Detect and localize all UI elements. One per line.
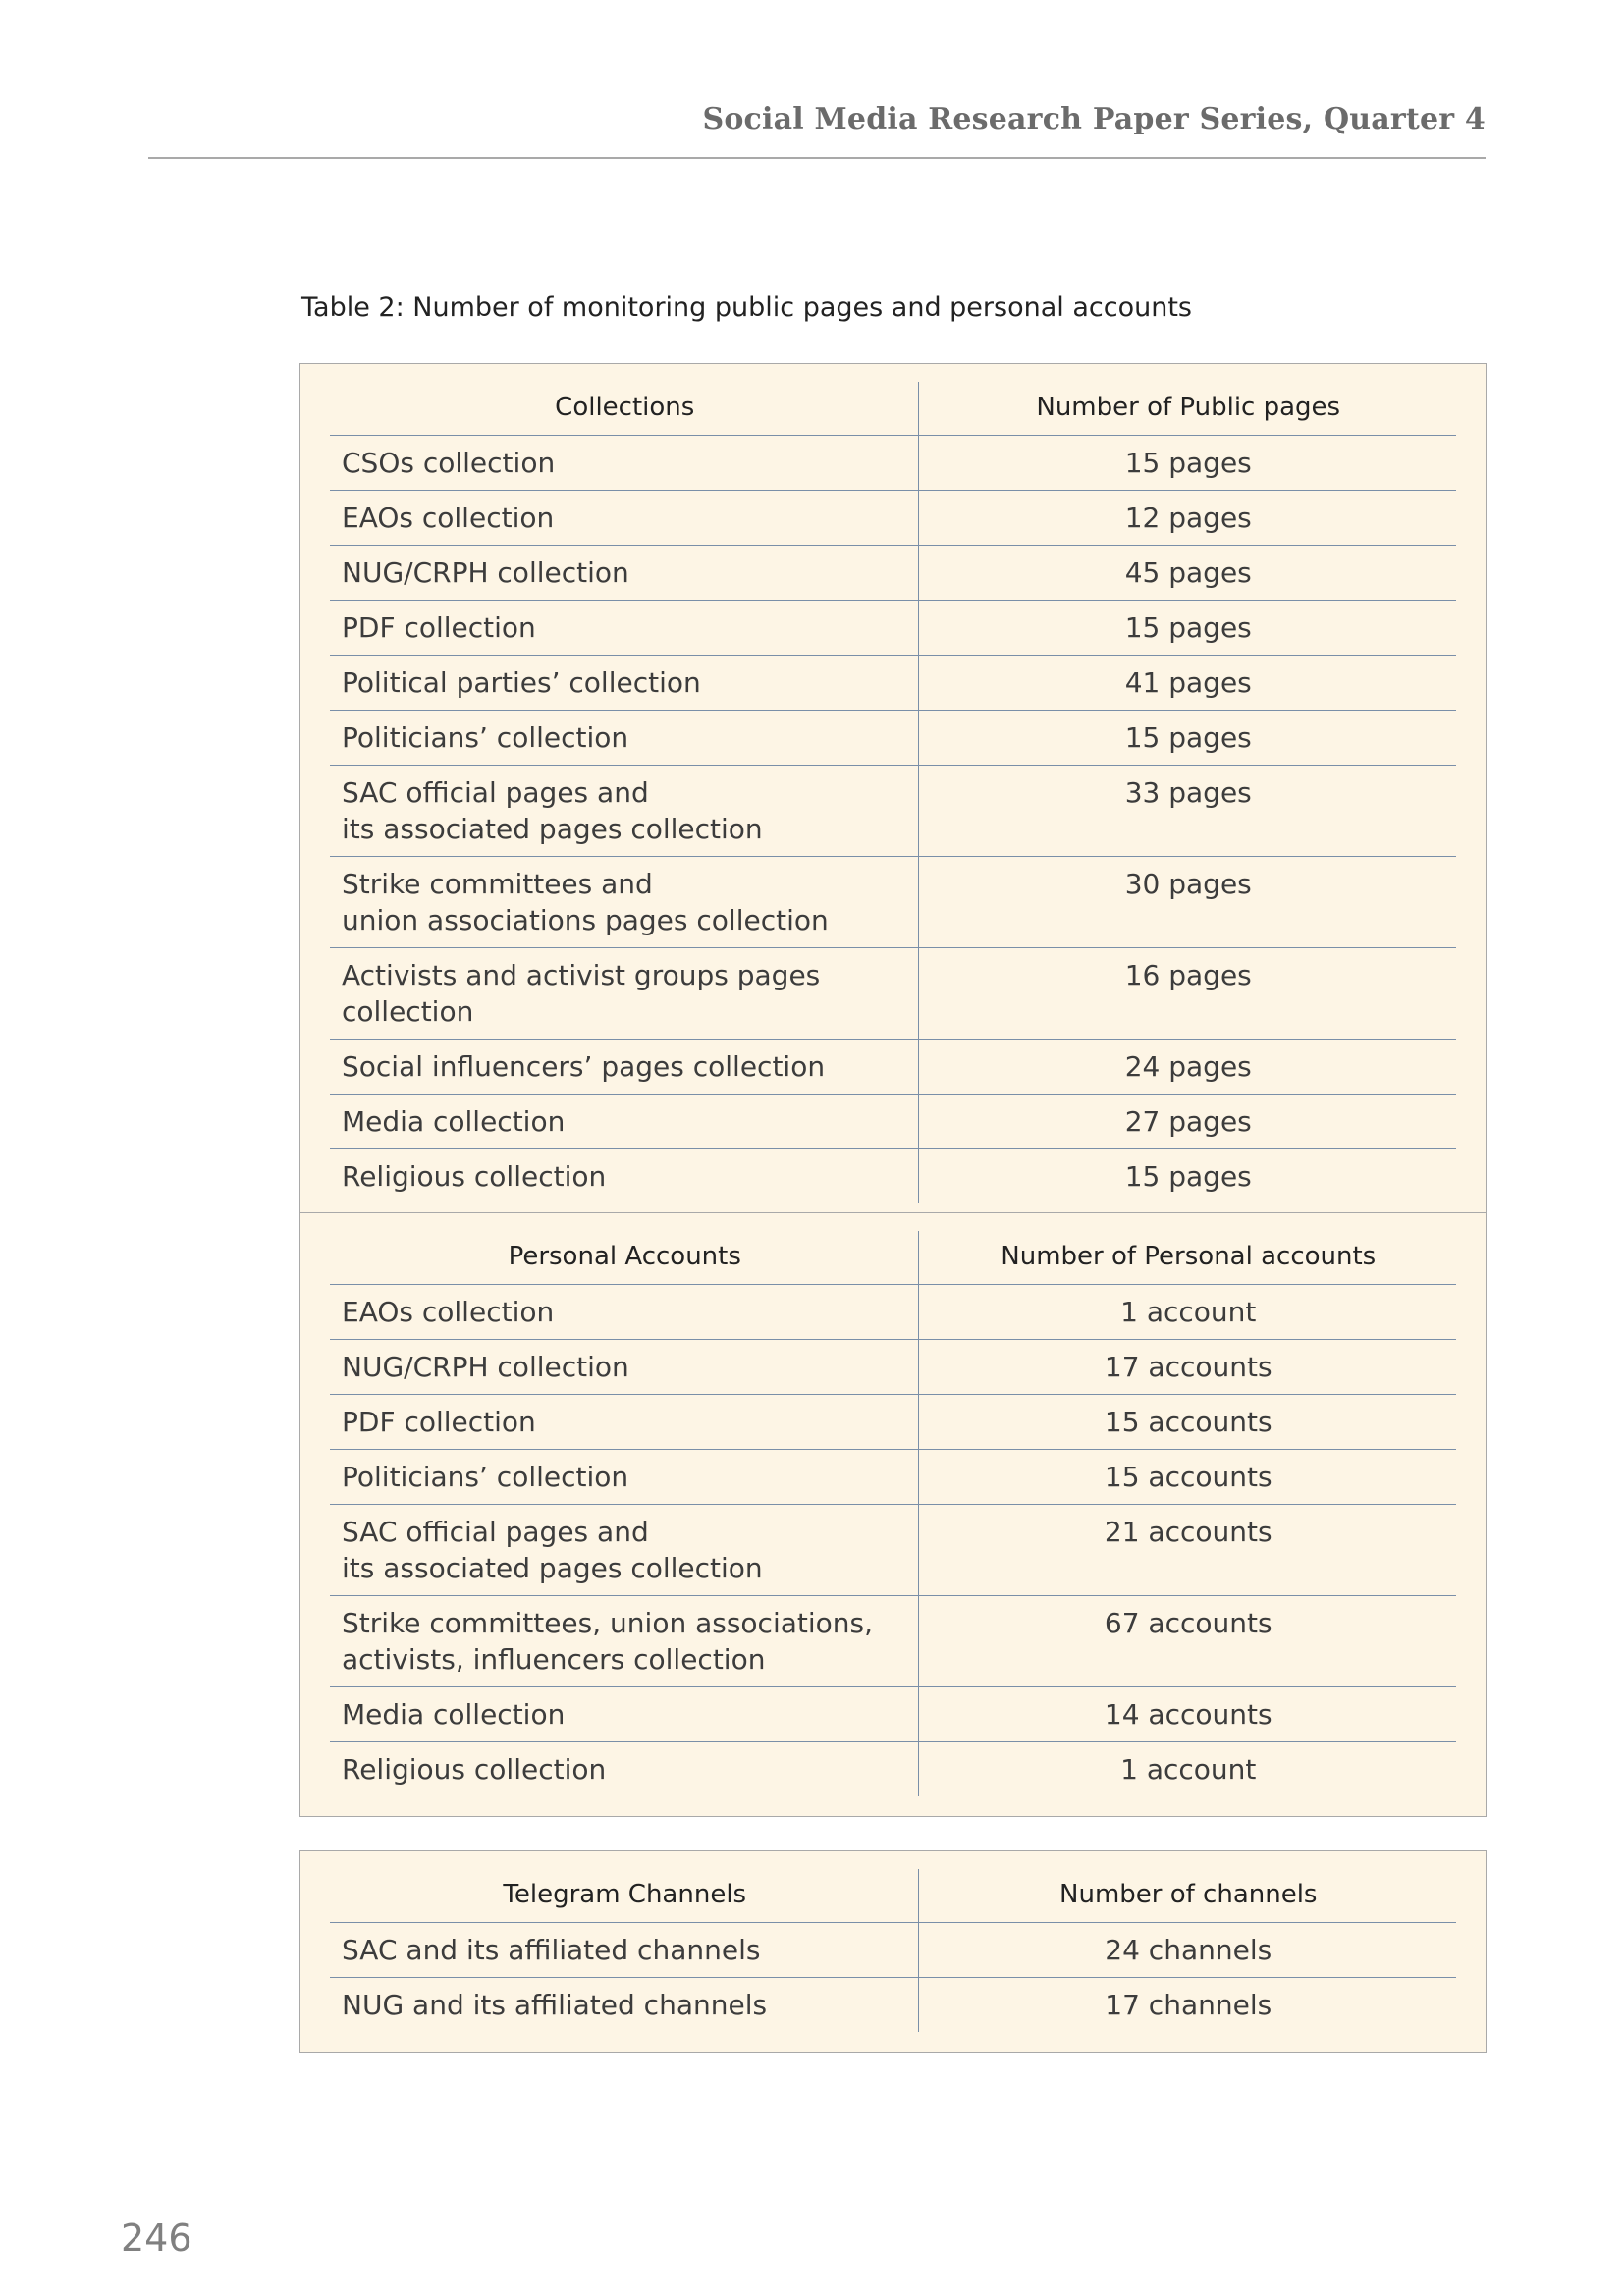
public-pages-row-count: 15 pages xyxy=(918,711,1456,766)
public-pages-row xyxy=(330,546,1456,601)
public-pages-row-count: 30 pages xyxy=(918,857,1456,948)
telegram-channels-row-label: NUG and its affiliated channels xyxy=(330,1978,918,2033)
public-pages-row-label: Religious collection xyxy=(330,1149,918,1204)
public-pages-row-count: 24 pages xyxy=(918,1040,1456,1095)
public-pages-row-label: SAC official pages and its associated pages collection xyxy=(330,766,918,857)
public-pages-body xyxy=(330,382,1456,1203)
public-pages-row-label: Strike committees and union associations pages collection xyxy=(330,857,918,948)
telegram-channels-column-header-count: Number of channels xyxy=(918,1869,1456,1923)
personal-accounts-row xyxy=(330,1687,1456,1742)
personal-accounts-row-count: 1 account xyxy=(918,1285,1456,1340)
personal-accounts-row-label: SAC official pages and its associated pages collection xyxy=(330,1505,918,1596)
personal-accounts-row-count: 1 account xyxy=(918,1742,1456,1797)
personal-accounts-row xyxy=(330,1596,1456,1687)
personal-accounts-row-label: EAOs collection xyxy=(330,1285,918,1340)
public-pages-row xyxy=(330,436,1456,491)
personal-accounts-row-count: 67 accounts xyxy=(918,1596,1456,1687)
telegram-channels-column-header-label: Telegram Channels xyxy=(503,1880,747,1909)
telegram-channels-table xyxy=(330,1869,1456,2032)
public-pages-row xyxy=(330,948,1456,1040)
telegram-channels-panel xyxy=(299,1850,1487,2053)
public-pages-row xyxy=(330,601,1456,656)
public-pages-column-header-label: Collections xyxy=(555,393,695,422)
public-pages-row-count: 15 pages xyxy=(918,601,1456,656)
personal-accounts-row xyxy=(330,1285,1456,1340)
personal-accounts-row-label: Politicians’ collection xyxy=(330,1450,918,1505)
public-pages-row-label: Social influencers’ pages collection xyxy=(330,1040,918,1095)
personal-accounts-header-row xyxy=(330,1231,1456,1285)
personal-accounts-row-count: 15 accounts xyxy=(918,1395,1456,1450)
personal-accounts-row xyxy=(330,1395,1456,1450)
running-header-title: Social Media Research Paper Series, Quarter 4 xyxy=(702,102,1486,136)
public-pages-row xyxy=(330,491,1456,546)
public-pages-row-label: Political parties’ collection xyxy=(330,656,918,711)
public-pages-row xyxy=(330,656,1456,711)
public-pages-row xyxy=(330,1095,1456,1149)
running-header xyxy=(148,98,1486,159)
telegram-channels-header-row xyxy=(330,1869,1456,1923)
public-pages-row-count: 15 pages xyxy=(918,436,1456,491)
public-pages-row-label: Media collection xyxy=(330,1095,918,1149)
personal-accounts-row xyxy=(330,1450,1456,1505)
public-pages-row-label: CSOs collection xyxy=(330,436,918,491)
public-pages-row-label: NUG/CRPH collection xyxy=(330,546,918,601)
public-pages-row-label: PDF collection xyxy=(330,601,918,656)
personal-accounts-row-label: Strike committees, union associations, activists, influencers collection xyxy=(330,1596,918,1687)
telegram-channels-row xyxy=(330,1978,1456,2033)
public-pages-row-count: 33 pages xyxy=(918,766,1456,857)
page-number: 246 xyxy=(121,2216,192,2260)
personal-accounts-body xyxy=(330,1231,1456,1796)
personal-accounts-row xyxy=(330,1742,1456,1797)
personal-accounts-row-label: Religious collection xyxy=(330,1742,918,1797)
public-pages-panel xyxy=(299,363,1487,1224)
public-pages-row-label: Activists and activist groups pages collection xyxy=(330,948,918,1040)
table-caption: Table 2: Number of monitoring public pages and personal accounts xyxy=(301,293,1192,323)
public-pages-row-count: 27 pages xyxy=(918,1095,1456,1149)
telegram-channels-body xyxy=(330,1869,1456,2032)
personal-accounts-row xyxy=(330,1505,1456,1596)
personal-accounts-column-header-label: Personal Accounts xyxy=(508,1242,741,1271)
public-pages-row-count: 45 pages xyxy=(918,546,1456,601)
personal-accounts-row-label: Media collection xyxy=(330,1687,918,1742)
public-pages-row xyxy=(330,766,1456,857)
public-pages-row xyxy=(330,1040,1456,1095)
personal-accounts-column-header-count: Number of Personal accounts xyxy=(918,1231,1456,1285)
public-pages-row-count: 15 pages xyxy=(918,1149,1456,1204)
public-pages-row-count: 12 pages xyxy=(918,491,1456,546)
public-pages-row xyxy=(330,711,1456,766)
public-pages-row xyxy=(330,1149,1456,1204)
public-pages-column-header-count: Number of Public pages xyxy=(918,382,1456,436)
public-pages-row-count: 16 pages xyxy=(918,948,1456,1040)
telegram-channels-row-count: 17 channels xyxy=(918,1978,1456,2033)
personal-accounts-row-count: 17 accounts xyxy=(918,1340,1456,1395)
public-pages-header-row xyxy=(330,382,1456,436)
public-pages-row-count: 41 pages xyxy=(918,656,1456,711)
personal-accounts-table xyxy=(330,1231,1456,1796)
telegram-channels-row xyxy=(330,1923,1456,1978)
public-pages-table xyxy=(330,382,1456,1203)
personal-accounts-row-count: 15 accounts xyxy=(918,1450,1456,1505)
personal-accounts-row-label: PDF collection xyxy=(330,1395,918,1450)
personal-accounts-row-count: 21 accounts xyxy=(918,1505,1456,1596)
public-pages-row xyxy=(330,857,1456,948)
personal-accounts-panel xyxy=(299,1212,1487,1817)
personal-accounts-row-count: 14 accounts xyxy=(918,1687,1456,1742)
personal-accounts-row xyxy=(330,1340,1456,1395)
telegram-channels-row-label: SAC and its affiliated channels xyxy=(330,1923,918,1978)
public-pages-row-label: Politicians’ collection xyxy=(330,711,918,766)
public-pages-row-label: EAOs collection xyxy=(330,491,918,546)
telegram-channels-row-count: 24 channels xyxy=(918,1923,1456,1978)
personal-accounts-row-label: NUG/CRPH collection xyxy=(330,1340,918,1395)
